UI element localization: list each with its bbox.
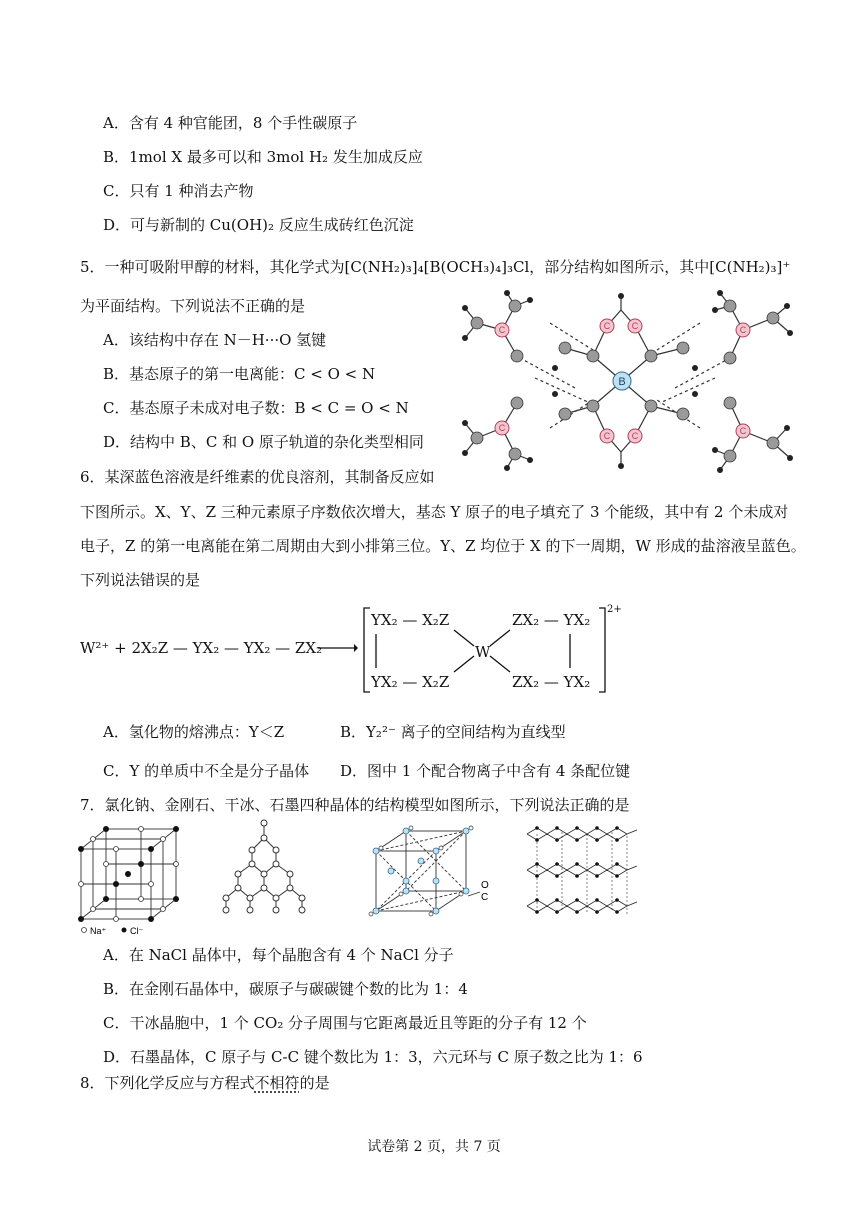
q6-option-d: D．图中 1 个配合物离子中含有 4 条配位键 <box>340 762 631 780</box>
q5-stem-line1: 5．一种可吸附甲醇的材料，其化学式为[C(NH₂)₃]₄[B(OCH₃)₄]₃Cl，部分结构如图所示，其中[C(NH₂)₃]⁺ <box>80 258 791 276</box>
q5-stem-line2: 为平面结构。下列说法不正确的是 <box>80 297 306 315</box>
dry-ice-crystal-figure <box>368 826 503 921</box>
q6-complex-top-right: ZX₂ — YX₂ <box>512 611 591 629</box>
q7-option-d: D．石墨晶体，C 原子与 C-C 键个数比为 1：3，六元环与 C 原子数之比为 1：6 <box>103 1048 643 1066</box>
q6-option-a: A．氢化物的熔沸点：Y＜Z <box>103 723 285 741</box>
carbon-label: C <box>498 325 506 335</box>
nacl-crystal-figure <box>76 824 186 936</box>
carbon-label: C <box>498 423 506 433</box>
carbon-label: C <box>631 431 639 441</box>
q6-complex-top-left: YX₂ — X₂Z <box>371 611 450 629</box>
q6-reaction-arrow <box>318 640 358 656</box>
q8-stem-prefix: 8．下列化学反应与方程式 <box>80 1074 255 1092</box>
page-footer: 试卷第 2 页，共 7 页 <box>367 1139 501 1155</box>
q6-stem-line4: 下列说法错误的是 <box>80 571 201 589</box>
q8-stem <box>80 1073 330 1093</box>
q6-stem-line3: 电子，Z 的第一电离能在第二周期由大到小排第三位。Y、Z 均位于 X 的下一周期，W 形成的盐溶液呈蓝色。 <box>80 537 806 555</box>
q5-structure-figure <box>445 288 805 473</box>
q4-option-d: D．可与新制的 Cu(OH)₂ 反应生成砖红色沉淀 <box>103 216 414 234</box>
q5-option-d: D．结构中 B、C 和 O 原子轨道的杂化类型相同 <box>103 433 424 451</box>
q6-complex-bottom-left: YX₂ — X₂Z <box>371 673 450 691</box>
q6-complex-center-metal: W <box>475 643 491 661</box>
q6-equation-reactants: W²⁺ + 2X₂Z — YX₂ — YX₂ — ZX₂ <box>80 639 323 657</box>
carbon-label: C <box>603 321 611 331</box>
carbon-label: C <box>631 321 639 331</box>
q6-stem-line2: 下图所示。X、Y、Z 三种元素原子序数依次增大，基态 Y 原子的电子填充了 3 个能级，其中有 2 个未成对 <box>80 503 789 521</box>
nacl-legend-cl: Cl⁻ <box>130 926 144 936</box>
dry-ice-label-c: C <box>481 892 489 903</box>
q7-stem: 7．氯化钠、金刚石、干冰、石墨四种晶体的结构模型如图所示，下列说法正确的是 <box>80 796 630 814</box>
q4-option-c: C．只有 1 种消去产物 <box>103 182 254 200</box>
nacl-legend-na: Na⁺ <box>90 926 107 936</box>
q5-option-a: A．该结构中存在 N－H···O 氢键 <box>103 331 327 349</box>
q4-option-a: A．含有 4 种官能团，8 个手性碳原子 <box>103 114 358 132</box>
carbon-label: C <box>603 431 611 441</box>
q6-option-b: B．Y₂²⁻ 离子的空间结构为直线型 <box>340 723 566 741</box>
carbon-label: C <box>739 426 747 436</box>
boron-label: B <box>618 376 626 388</box>
q5-option-c: C．基态原子未成对电子数：B < C = O < N <box>103 399 409 417</box>
q8-stem-suffix: 的是 <box>299 1074 330 1092</box>
q5-option-b: B．基态原子的第一电离能：C < O < N <box>103 365 376 383</box>
diamond-crystal-figure <box>212 818 312 918</box>
q8-stem-emphasis: 不相符 <box>254 1074 300 1092</box>
dry-ice-label-o: O <box>481 880 489 891</box>
graphite-crystal-figure <box>522 822 642 922</box>
carbon-label: C <box>739 325 747 335</box>
q4-option-b: B．1mol X 最多可以和 3mol H₂ 发生加成反应 <box>103 148 423 166</box>
q6-complex-charge: 2+ <box>607 604 622 615</box>
q6-complex-bottom-right: ZX₂ — YX₂ <box>512 673 591 691</box>
q7-option-c: C．干冰晶胞中，1 个 CO₂ 分子周围与它距离最近且等距的分子有 12 个 <box>103 1014 587 1032</box>
q7-option-a: A．在 NaCl 晶体中，每个晶胞含有 4 个 NaCl 分子 <box>103 946 454 964</box>
q6-option-c: C．Y 的单质中不全是分子晶体 <box>103 762 310 780</box>
q6-stem-line1: 6．某深蓝色溶液是纤维素的优良溶剂，其制备反应如 <box>80 468 435 486</box>
q7-option-b: B．在金刚石晶体中，碳原子与碳碳键个数的比为 1：4 <box>103 980 468 998</box>
